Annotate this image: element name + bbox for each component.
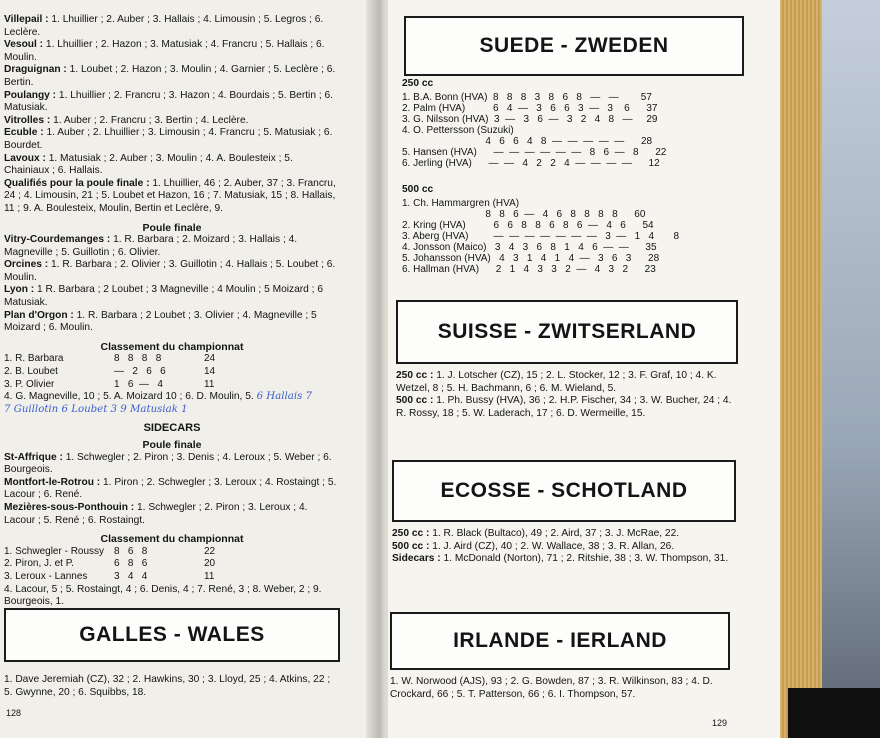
page-number-right: 129: [712, 718, 728, 728]
poule-result-label: Plan d'Orgon :: [4, 309, 74, 321]
standings-row: [4, 379, 244, 392]
sweden-250-table: [402, 92, 752, 169]
poule-result-label: Orcines :: [4, 259, 49, 271]
event-result: [4, 153, 340, 178]
page-number-left: 128: [6, 708, 22, 718]
poule-result-text: 1. R. Barbara ; 2. Moizard ; 3. Hallais ; 4. Magneville ; 5. Guillotin ; 6. Olivier.: [4, 234, 298, 258]
sidecar-result-text: 1. Piron ; 2. Schwegler ; 3. Leroux ; 4. Rostaingt ; 5. Lacour ; 6. René.: [4, 476, 337, 501]
ecosse-class-result: [392, 541, 738, 554]
rider-row: 3. Aberg (HVA) — — — — — — — 3 — 1 4 8: [402, 231, 680, 242]
standings-scores: — 2 6 6: [114, 366, 166, 378]
standings-row: [4, 353, 244, 366]
sidecar-result-label: St-Affrique :: [4, 451, 63, 463]
classement-line-4: [4, 391, 340, 404]
event-result: [4, 39, 340, 64]
standings-name: 2. Piron, J. et P.: [4, 558, 74, 570]
galles-banner: [4, 608, 340, 662]
sidecar-result: [4, 477, 340, 502]
irlande-banner-text: IRLANDE - IERLAND: [453, 629, 667, 652]
galles-results: 1. Dave Jeremiah (CZ), 32 ; 2. Hawkins, 30 ; 3. Lloyd, 25 ; 4. Atkins, 22 ; 5. Gwynne, 20 ; 6. Squibbs, 18.: [4, 674, 331, 698]
poule-result-text: 1. R. Barbara ; 2. Olivier ; 3. Guillotin ; 4. Hallais ; 5. Loubet ; 6. Moulin.: [4, 259, 336, 283]
poule-result-label: Vitry-Courdemanges :: [4, 234, 111, 246]
standings-row: [4, 571, 244, 584]
ecosse-results: [392, 528, 738, 566]
poule-result-label: Lyon :: [4, 284, 35, 296]
event-result-text: 1. Lhuillier ; 2. Hazon ; 3. Matusiak ; 4. Francru ; 5. Hallais ; 6. Moulin.: [4, 39, 325, 63]
standings-scores: 8 8 8 8: [114, 353, 162, 365]
sidecars-poule-heading: Poule finale: [142, 439, 202, 451]
poule-result-text: 1. R. Barbara ; 2 Loubet ; 3. Olivier ; 4. Magneville ; 5 Moizard ; 6. Moulin.: [4, 309, 317, 334]
event-result-label: Ecuble :: [4, 127, 44, 139]
classement-table: [4, 353, 340, 391]
ecosse-banner: [392, 460, 736, 522]
irlande-results: 1. W. Norwood (AJS), 93 ; 2. G. Bowden, 87 ; 3. R. Wilkinson, 83 ; 4. D. Crockard, 66 ; 5. T. Patterson, 66 ; 6. I. Thompson, 57.: [390, 676, 713, 700]
handwritten-note-2: 7 Guillotin 6 Loubet 3 9 Matusiak 1: [4, 403, 188, 415]
poule-result: [4, 310, 340, 335]
standings-row: [4, 546, 244, 559]
event-result-text: 1. Auber ; 2. Lhuillier ; 3. Limousin ; 4. Francru ; 5. Matusiak ; 6. Bourdet.: [4, 127, 333, 151]
event-result-label: Qualifiés pour la poule finale :: [4, 177, 150, 189]
rider-row: 5. Hansen (HVA) — — — — — — 8 6 — 8 22: [402, 147, 667, 158]
suisse-class-result-text: 1. J. Lotscher (CZ), 15 ; 2. L. Stocker, 12 ; 3. F. Graf, 10 ; 4. K. Wetzel, 8 ; 5. H. Bachmann, 6 ; 6. M. Wieland, 5.: [396, 370, 717, 394]
standings-scores: 1 6 — 4: [114, 378, 163, 390]
rider-row: 5. Johansson (HVA) 4 3 1 4 1 4 — 3 6 3 28: [402, 253, 660, 264]
sidecars-results: [4, 452, 340, 528]
background-surface: [822, 0, 880, 738]
c500-label: 500 cc: [402, 184, 434, 195]
standings-total: 20: [204, 558, 216, 570]
event-result-label: Lavoux :: [4, 152, 46, 164]
event-result: [4, 14, 340, 39]
standings-table: [4, 546, 244, 584]
rider-row: 2. Kring (HVA) 6 6 8 8 6 8 6 — 4 6 54: [402, 220, 654, 231]
standings-name: 1. Schwegler - Roussy: [4, 545, 105, 557]
standings-scores: 8 6 8: [114, 545, 148, 557]
irlande-banner: [390, 612, 730, 670]
suisse-class-result: [396, 395, 738, 420]
event-result: [4, 90, 340, 115]
page-edges: [776, 0, 822, 738]
galles-banner-text: GALLES - WALES: [79, 623, 265, 646]
suisse-class-result: [396, 370, 738, 395]
classement-heading: Classement du championnat: [100, 340, 244, 353]
rider-row: 1. B.A. Bonn (HVA) 8 8 8 3 8 6 8 — — 57: [402, 92, 652, 103]
suede-banner: [404, 16, 744, 76]
standings-row: [4, 558, 244, 571]
sidecar-result-label: Montfort-le-Rotrou :: [4, 476, 101, 488]
handwritten-note-1: 6 Hallais 7: [256, 391, 313, 403]
standings-row: [4, 366, 244, 379]
left-intro-block: [4, 14, 340, 609]
rider-row: 6. Hallman (HVA) 2 1 4 3 3 2 — 4 3 2 23: [402, 264, 656, 275]
suisse-class-result-text: 1. Ph. Bussy (HVA), 36 ; 2. H.P. Fischer, 34 ; 3. W. Bucher, 24 ; 4. R. Rossy, 18 ; 5. W. Laderach, 17 ; 6. D. Wermeille, 15.: [396, 395, 732, 419]
event-result-label: Villepail :: [4, 14, 49, 25]
sidecars-heading: SIDECARS: [143, 422, 201, 435]
irlande-text: [390, 676, 734, 701]
event-result: [4, 178, 340, 216]
poule-result: [4, 259, 340, 284]
sc-classement-table: [4, 546, 340, 584]
sweden-500-table: [402, 198, 752, 275]
rider-row: 2. Palm (HVA) 6 4 — 3 6 6 3 — 3 6 37: [402, 103, 658, 114]
sidecar-result: [4, 502, 340, 527]
standings-name: 3. Leroux - Lannes: [4, 570, 88, 582]
sidecar-result-text: 1. Schwegler ; 2. Piron ; 3. Denis ; 4. Leroux ; 5. Weber ; 6. Bourgeois.: [4, 451, 332, 476]
event-result-label: Vitrolles :: [4, 114, 51, 126]
classement-line-4-text: 4. G. Magneville, 10 ; 5. A. Moizard 10 ; 6. D. Moulin, 5.: [4, 391, 254, 403]
standings-total: 14: [204, 366, 216, 378]
intro-results: [4, 14, 340, 216]
left-page: [0, 0, 372, 738]
event-result-label: Poulangy :: [4, 89, 57, 101]
ecosse-class-result-text: 1. R. Black (Bultaco), 49 ; 2. Aird, 37 ; 3. J. McRae, 22.: [429, 528, 680, 539]
standings-scores: 3 4 4: [114, 570, 148, 582]
suisse-banner: [396, 300, 738, 364]
suisse-class-result-label: 250 cc :: [396, 370, 434, 381]
sidecar-result: [4, 452, 340, 477]
ecosse-class-result-label: 250 cc :: [392, 528, 430, 539]
sidecar-result-label: Mezières-sous-Ponthouin :: [4, 501, 135, 513]
poule-results: [4, 234, 340, 335]
sidecar-result-text: 1. Schwegler ; 2. Piron ; 3. Leroux ; 4. Lacour ; 5. René ; 6. Rostaingt.: [4, 501, 308, 526]
standings-total: 22: [204, 545, 216, 557]
event-result: [4, 115, 340, 128]
rider-row: 6. Jerling (HVA) — — 4 2 2 4 — — — — 12: [402, 158, 660, 169]
standings-name: 1. R. Barbara: [4, 353, 64, 365]
event-result-text: 1. Auber ; 2. Francru ; 3. Bertin ; 4. Leclère.: [50, 114, 249, 126]
event-result-label: Draguignan :: [4, 64, 67, 76]
dark-corner: [788, 688, 880, 738]
event-result-text: 1. Lhuillier ; 2. Francru ; 3. Hazon ; 4. Bourdais ; 5. Bertin ; 6. Matusiak.: [4, 89, 333, 114]
standings-scores: 6 8 6: [114, 558, 148, 570]
suisse-results: [396, 370, 738, 420]
sc-rest: 4. Lacour, 5 ; 5. Rostaingt, 4 ; 6. Denis, 4 ; 7. René, 3 ; 8. Weber, 2 ; 9. Bourgeois, 1.: [4, 583, 322, 608]
event-result-label: Vesoul :: [4, 39, 44, 51]
poule-finale-heading: Poule finale: [142, 221, 202, 234]
event-result: [4, 64, 340, 89]
poule-result: [4, 234, 340, 259]
suisse-class-result-label: 500 cc :: [396, 395, 434, 407]
rider-row: 1. Ch. Hammargren (HVA): [402, 198, 520, 209]
rider-row: 4. Jonsson (Maico) 3 4 3 6 8 1 4 6 — — 35: [402, 242, 657, 253]
standings-table: [4, 353, 244, 391]
standings-name: 2. B. Loubet: [4, 366, 58, 378]
ecosse-class-result-text: 1. J. Aird (CZ), 40 ; 2. W. Wallace, 38 ; 3. R. Allan, 26.: [429, 540, 675, 552]
rider-row: 4 6 6 4 8 — — — — — 28: [402, 136, 653, 147]
sc-classement-heading: Classement du championnat: [100, 533, 244, 546]
standings-name: 3. P. Olivier: [4, 378, 55, 390]
suede-banner-text: SUEDE - ZWEDEN: [479, 34, 669, 57]
standings-total: 11: [204, 570, 215, 582]
galles-text: [4, 674, 340, 699]
c250-label: 250 cc: [402, 78, 434, 89]
standings-total: 24: [204, 353, 216, 365]
suisse-banner-text: SUISSE - ZWITSERLAND: [437, 320, 697, 343]
rider-row: 8 8 6 — 4 6 8 8 8 8 60: [402, 209, 646, 220]
ecosse-banner-text: ECOSSE - SCHOTLAND: [440, 479, 688, 502]
event-result-text: 1. Matusiak ; 2. Auber ; 3. Moulin ; 4. A. Boulesteix ; 5. Chainiaux ; 6. Hallais.: [4, 152, 293, 177]
ecosse-class-result-label: Sidecars :: [392, 553, 441, 565]
ecosse-class-result-text: 1. McDonald (Norton), 71 ; 2. Ritshie, 38 ; 3. W. Thompson, 31.: [440, 553, 729, 565]
ecosse-class-result: [392, 553, 738, 566]
event-result: [4, 127, 340, 152]
poule-result-text: 1 R. Barbara ; 2 Loubet ; 3 Magneville ; 4 Moulin ; 5 Moizard ; 6 Matusiak.: [4, 284, 323, 309]
standings-total: 11: [204, 378, 215, 390]
event-result-text: 1. Loubet ; 2. Hazon ; 3. Moulin ; 4. Garnier ; 5. Leclère ; 6. Bertin.: [4, 64, 336, 88]
event-result-text: 1. Lhuillier ; 2. Auber ; 3. Hallais ; 4. Limousin ; 5. Legros ; 6. Leclère.: [4, 14, 324, 38]
ecosse-class-result: [392, 528, 738, 541]
rider-row: 3. G. Nilsson (HVA) 3 — 3 6 — 3 2 4 8 — 29: [402, 114, 658, 125]
event-result-text: 1. Lhuillier, 46 ; 2. Auber, 37 ; 3. Francru, 24 ; 4. Limousin, 21 ; 5. Loubet et Hazon, 16 ; 7. Matusiak, 15 ; 8. Hallais, 11 ; 9. A. Boulesteix, Moulin, Bertin et Leclère, 9.: [4, 177, 336, 214]
poule-result: [4, 284, 340, 309]
ecosse-class-result-label: 500 cc :: [392, 540, 430, 552]
rider-row: 4. O. Pettersson (Suzuki): [402, 125, 514, 136]
right-page: [388, 0, 780, 738]
